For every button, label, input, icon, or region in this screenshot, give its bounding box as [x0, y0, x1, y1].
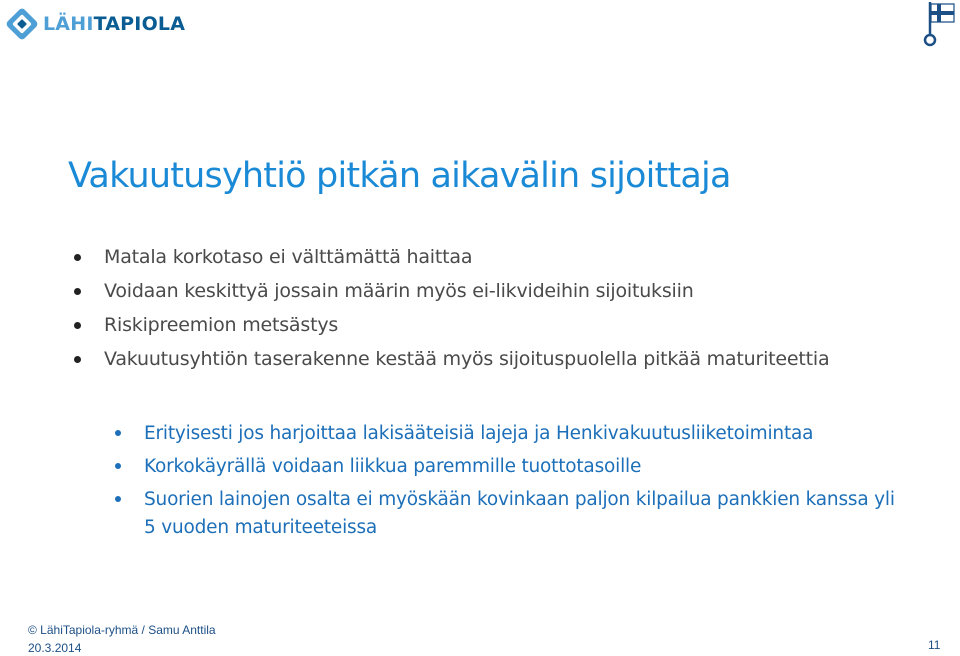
bullet-text: Vakuutusyhtiön taserakenne kestää myös sijoituspuolella pitkää maturiteettia [104, 348, 830, 370]
sub-bullet-text: Korkokäyrällä voidaan liikkua paremmille tuottotasoille [144, 456, 642, 477]
company-logo [4, 6, 185, 42]
bullet-text: Voidaan keskittyä jossain määrin myös ei-likvideihin sijoituksiin [104, 280, 694, 302]
bullet-dot [74, 254, 81, 261]
bullet-dot [74, 322, 81, 329]
sub-bullet-item [0, 486, 904, 542]
lahitapiola-diamond-logo-icon [4, 6, 40, 42]
slide-title: Vakuutusyhtiö pitkän aikavälin sijoittaja [68, 156, 731, 196]
sub-bullet-dot [115, 463, 121, 469]
bullet-dot [74, 288, 81, 295]
finnish-flag-icon [920, 0, 960, 48]
sub-bullet-item [0, 420, 904, 448]
logo-text-lahi: LÄHI [43, 13, 94, 35]
sub-bullet-dot [115, 496, 121, 502]
sub-bullet-text: Suorien lainojen osalta ei myöskään kovinkaan paljon kilpailua pankkien kanssa yli 5 vuoden maturiteeteissa [144, 489, 895, 538]
bullet-item [0, 308, 864, 342]
footer-date: 20.3.2014 [28, 641, 82, 655]
sub-bullet-text: Erityisesti jos harjoittaa lakisääteisiä lajeja ja Henkivakuutusliiketoimintaa [144, 423, 814, 444]
logo-wordmark [43, 6, 185, 42]
sub-bullet-dot [115, 430, 121, 436]
bullet-item [0, 274, 864, 308]
bullet-text: Matala korkotaso ei välttämättä haittaa [104, 246, 473, 268]
main-bullet-list [0, 240, 864, 376]
sub-bullet-list [0, 420, 904, 547]
logo-text-tapiola: TAPIOLA [93, 13, 186, 35]
bullet-text: Riskipreemion metsästys [104, 314, 339, 336]
sub-bullet-item [0, 453, 904, 481]
bullet-item [0, 342, 864, 376]
bullet-item [0, 240, 864, 274]
page-number: 11 [928, 638, 941, 652]
bullet-dot [74, 356, 81, 363]
footer-copyright: © LähiTapiola-ryhmä / Samu Anttila [28, 623, 216, 637]
